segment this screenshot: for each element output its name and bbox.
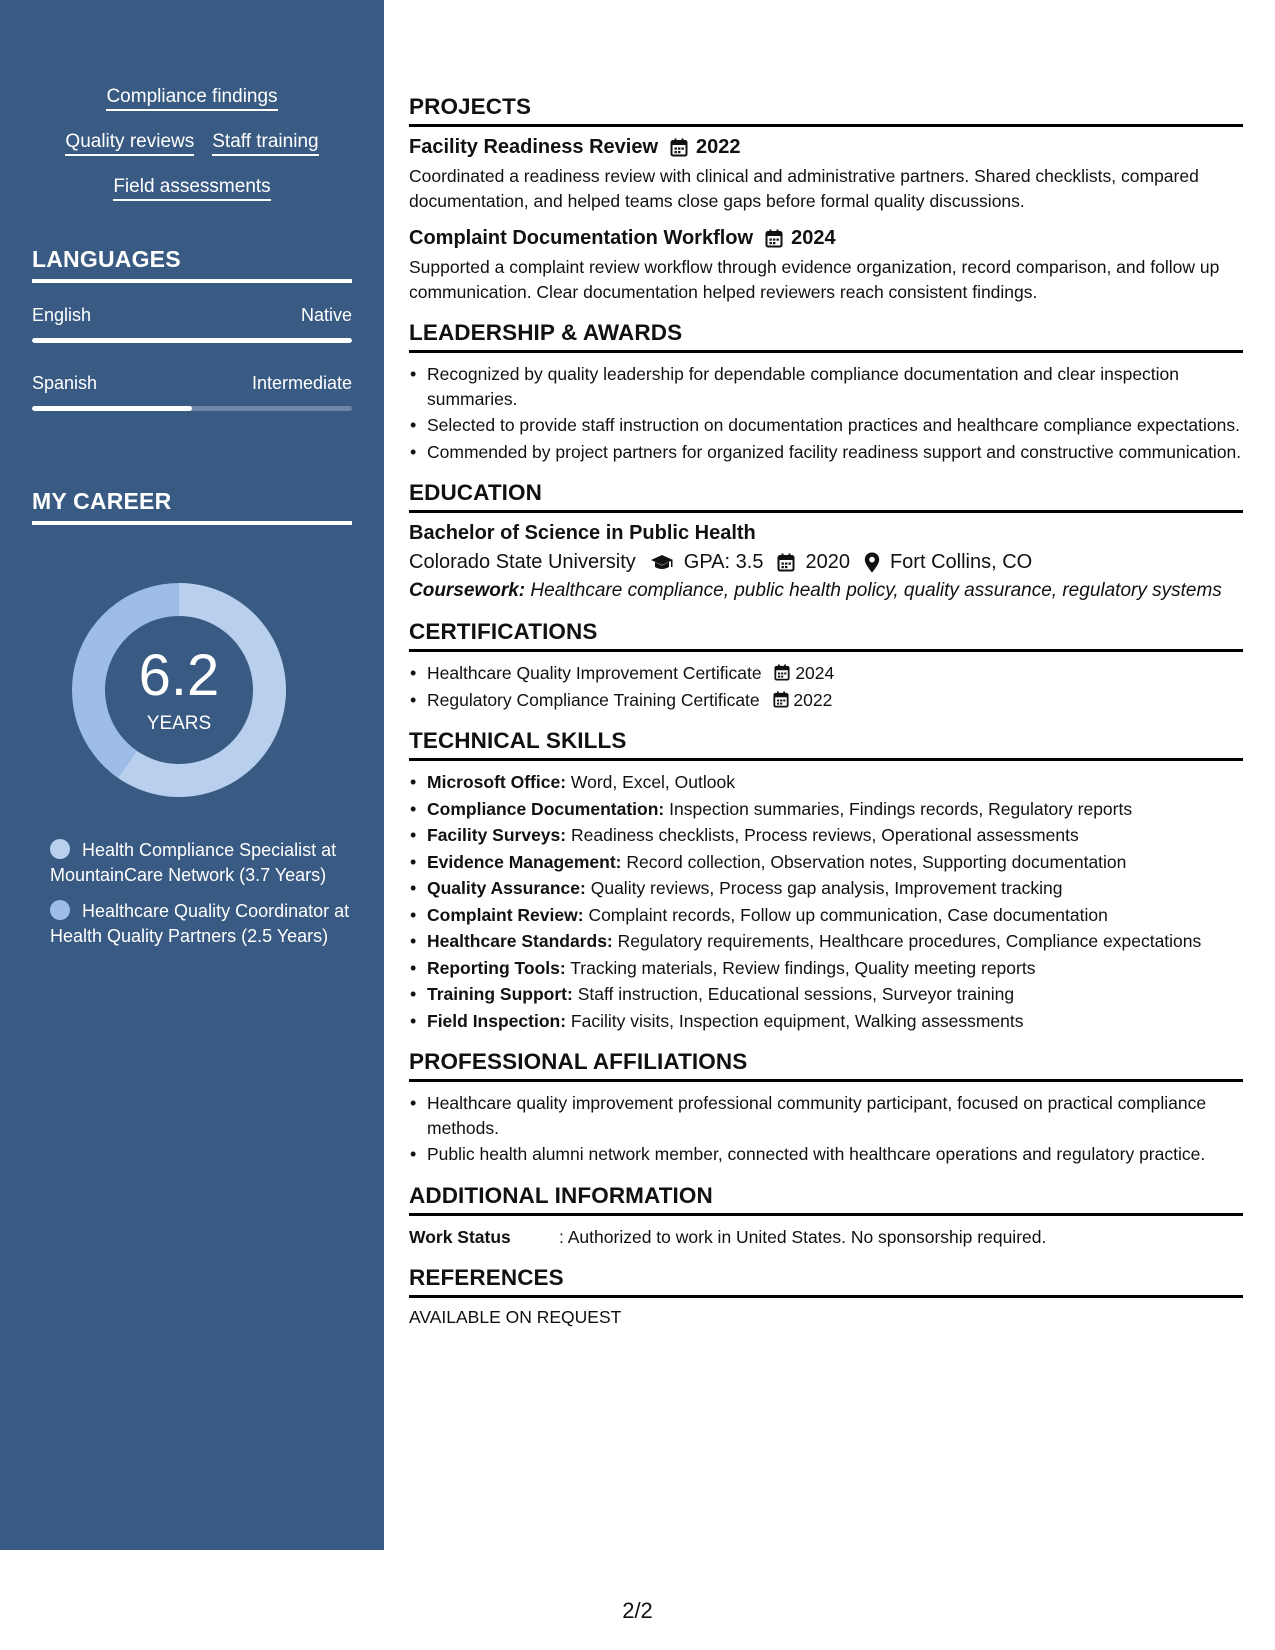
skill-label: Microsoft Office: [427, 772, 567, 792]
education-details [409, 551, 1243, 574]
list-item [409, 688, 1243, 713]
language-level: Native [300, 305, 352, 325]
project-year: 2022 [696, 136, 741, 158]
certification-year: 2024 [795, 663, 835, 683]
certifications-section [409, 619, 1243, 712]
legend-dot-icon [50, 839, 70, 859]
skill-item [409, 850, 1243, 875]
tag-staff-training[interactable]: Staff training [212, 131, 318, 156]
coursework-label: Coursework: [409, 580, 526, 601]
tag-field-assessments[interactable]: Field assessments [113, 176, 270, 201]
certification-name: Healthcare Quality Improvement Certificate [427, 663, 762, 683]
graduation-year: 2020 [805, 551, 850, 573]
school-name: Colorado State University [409, 551, 636, 573]
skill-value: Regulatory requirements, Healthcare procedures, Compliance expectations [617, 931, 1202, 951]
sidebar [0, 0, 384, 1550]
list-item: • Commended by project partners for organized facility readiness support and constructive communication. [409, 440, 1243, 465]
skill-value: Record collection, Observation notes, Supporting documentation [626, 851, 1127, 872]
calendar-icon [777, 553, 795, 572]
graduation-cap-icon [650, 554, 674, 572]
language-spanish [32, 373, 352, 411]
work-status-label: Work Status [409, 1226, 511, 1247]
list-item: • Selected to provide staff instruction on documentation practices and healthcare compliance expectations. [409, 413, 1243, 438]
skill-item [409, 956, 1243, 981]
references-heading: REFERENCES [409, 1265, 1243, 1298]
language-level: Intermediate [251, 373, 352, 393]
gpa: GPA: 3.5 [683, 551, 764, 573]
affiliations-section [409, 1049, 1243, 1167]
technical-skills-section [409, 728, 1243, 1033]
coursework [409, 579, 1243, 603]
education-section [409, 480, 1243, 603]
skill-label: Healthcare Standards: [427, 931, 613, 951]
certification-name: Regulatory Compliance Training Certificate [427, 689, 760, 710]
skill-value: Readiness checklists, Process reviews, Operational assessments [570, 825, 1079, 845]
career-total-unit: YEARS [146, 713, 212, 734]
skill-item [409, 1009, 1243, 1034]
skill-value: Complaint records, Follow up communication, Case documentation [588, 904, 1108, 925]
skill-label: Training Support: [427, 984, 573, 1004]
skill-item [409, 823, 1243, 848]
skill-item [409, 982, 1243, 1007]
work-status-row [409, 1225, 1243, 1249]
languages-heading: LANGUAGES [32, 246, 352, 283]
degree-title: Bachelor of Science in Public Health [409, 522, 756, 544]
leadership-heading: LEADERSHIP & AWARDS [409, 320, 1243, 353]
legend-dot-icon [50, 900, 70, 920]
language-name: Spanish [32, 373, 98, 393]
list-item: • Recognized by quality leadership for dependable compliance documentation and clear inspection summaries. [409, 362, 1243, 411]
list-item: • Healthcare quality improvement professional community participant, focused on practical compliance methods. [409, 1091, 1243, 1140]
career-list [50, 838, 350, 960]
projects-section [409, 94, 1243, 304]
skill-label: Complaint Review: [427, 904, 584, 925]
skill-item [409, 929, 1243, 954]
skill-tags [0, 86, 384, 221]
project-title: Complaint Documentation Workflow [409, 227, 754, 249]
skill-label: Quality Assurance: [427, 878, 586, 898]
projects-heading: PROJECTS [409, 94, 1243, 127]
career-item [50, 899, 350, 948]
skill-item [409, 797, 1243, 822]
career-item-label: Health Compliance Specialist at MountainCare Network (3.7 Years) [50, 840, 337, 885]
calendar-icon [773, 691, 789, 708]
certifications-heading: CERTIFICATIONS [409, 619, 1243, 652]
language-english [32, 305, 352, 343]
languages-section [32, 246, 352, 411]
skill-item [409, 903, 1243, 928]
list-item [409, 661, 1243, 686]
tag-compliance-findings[interactable]: Compliance findings [106, 86, 277, 111]
references-text: AVAILABLE ON REQUEST [409, 1306, 622, 1327]
skill-value: Word, Excel, Outlook [570, 772, 735, 792]
calendar-icon [765, 229, 783, 248]
project-title-row [409, 136, 1243, 159]
skill-value: Inspection summaries, Findings records, Regulatory reports [669, 798, 1133, 819]
career-item [50, 838, 350, 887]
language-name: English [32, 305, 92, 325]
skill-item [409, 876, 1243, 901]
education-heading: EDUCATION [409, 480, 1243, 513]
additional-info-heading: ADDITIONAL INFORMATION [409, 1183, 1243, 1216]
calendar-icon [670, 138, 688, 157]
location-pin-icon [864, 552, 880, 573]
certification-year: 2022 [793, 689, 833, 710]
work-status-value: : Authorized to work in United States. No sponsorship required. [559, 1226, 1047, 1247]
project-description: Supported a complaint review workflow through evidence organization, record comparison, and follow up communication. Clear documentation helped reviewers reach consistent findings. [409, 257, 1220, 302]
affiliations-heading: PROFESSIONAL AFFILIATIONS [409, 1049, 1243, 1082]
language-proficiency-fill [32, 406, 192, 411]
career-donut-chart [66, 577, 292, 803]
education-location: Fort Collins, CO [889, 551, 1033, 573]
skill-label: Evidence Management: [427, 851, 622, 872]
skill-item [409, 770, 1243, 795]
tag-quality-reviews[interactable]: Quality reviews [65, 131, 194, 156]
list-item: • Public health alumni network member, connected with healthcare operations and regulatory practice. [409, 1142, 1243, 1167]
skill-label: Compliance Documentation: [427, 798, 665, 819]
language-proficiency-fill [32, 338, 352, 343]
skill-value: Tracking materials, Review findings, Quality meeting reports [570, 957, 1036, 978]
page-number: 2/2 [622, 1598, 653, 1623]
career-heading: MY CAREER [32, 488, 352, 525]
skill-label: Facility Surveys: [427, 825, 567, 845]
calendar-icon [774, 664, 790, 681]
coursework-text: Healthcare compliance, public health policy, quality assurance, regulatory systems [530, 580, 1222, 601]
career-item-label: Healthcare Quality Coordinator at Health Quality Partners (2.5 Years) [50, 901, 350, 946]
project-title-row [409, 227, 1243, 250]
career-section [32, 488, 352, 525]
main-content [409, 94, 1243, 1344]
references-section [409, 1265, 1243, 1328]
skill-value: Quality reviews, Process gap analysis, Improvement tracking [590, 878, 1063, 898]
skill-value: Facility visits, Inspection equipment, Walking assessments [570, 1010, 1024, 1031]
skill-label: Reporting Tools: [427, 957, 566, 978]
language-proficiency-bar [32, 406, 352, 411]
career-total-value: 6.2 [138, 643, 220, 708]
project-title: Facility Readiness Review [409, 136, 659, 158]
language-proficiency-bar [32, 338, 352, 343]
skill-label: Field Inspection: [427, 1010, 567, 1031]
skill-value: Staff instruction, Educational sessions, Surveyor training [577, 984, 1015, 1004]
project-description: Coordinated a readiness review with clinical and administrative partners. Shared checklists, compared documentation, and helped teams close gaps before formal quality discussions. [409, 166, 1199, 211]
technical-skills-heading: TECHNICAL SKILLS [409, 728, 1243, 761]
project-year: 2024 [791, 227, 836, 249]
leadership-section [409, 320, 1243, 464]
additional-info-section [409, 1183, 1243, 1249]
